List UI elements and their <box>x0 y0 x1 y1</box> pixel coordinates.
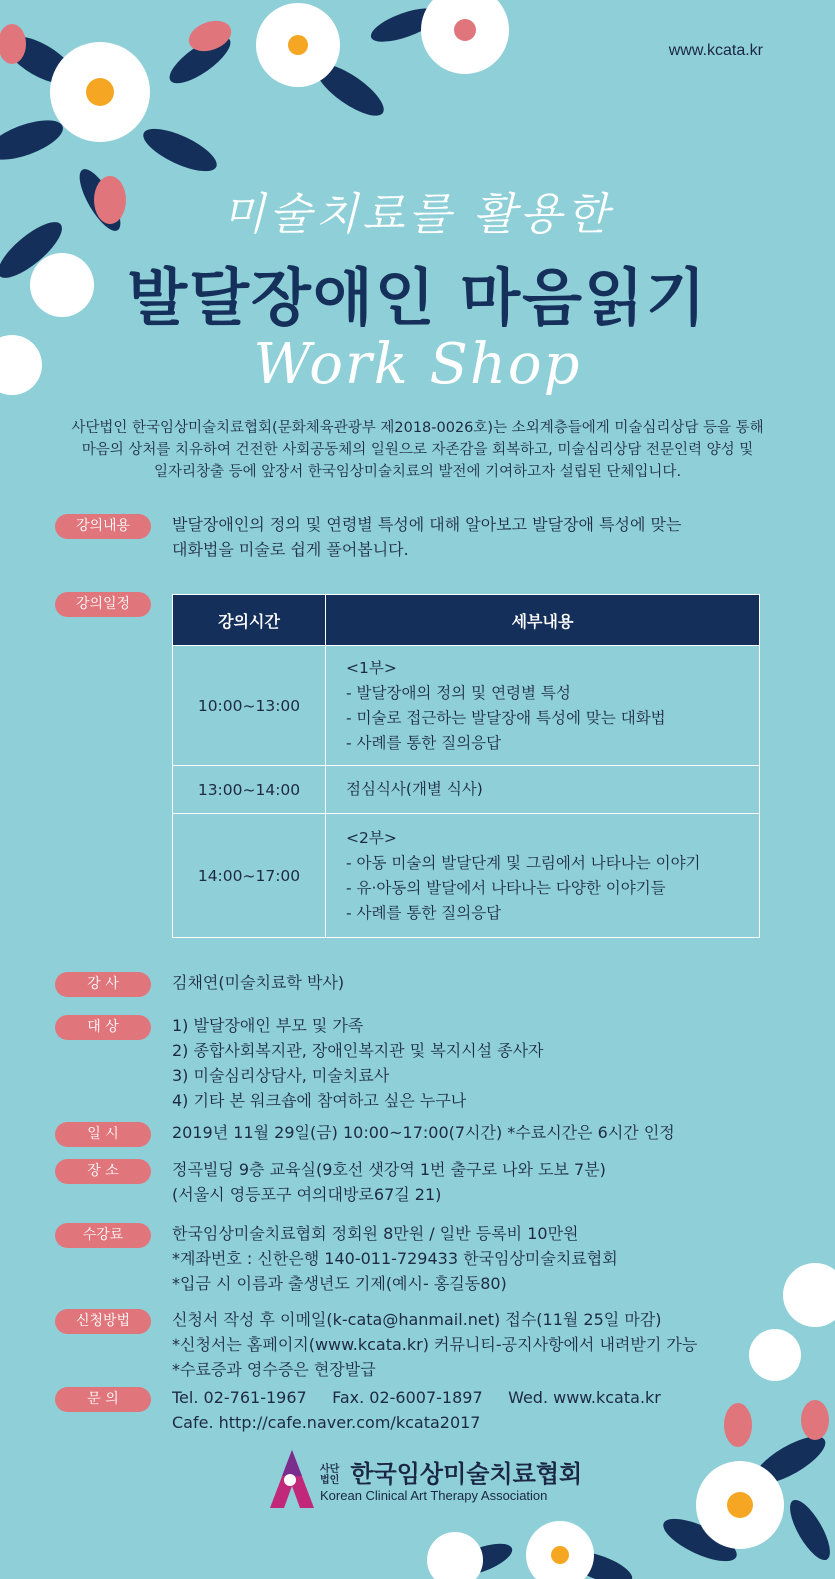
section-label: 신청방법 <box>55 1309 151 1334</box>
section-line: 한국임상미술치료협회 정회원 8만원 / 일반 등록비 10만원 <box>172 1224 579 1243</box>
section-line: 정곡빌딩 9층 교육실(9호선 샛강역 1번 출구로 나와 도보 7분) <box>172 1160 606 1179</box>
detail-line: - 아동 미술의 발달단계 및 그림에서 나타나는 이야기 <box>346 853 701 872</box>
detail-line: 점심식사(개별 식사) <box>346 780 483 798</box>
section-line: 김채연(미술치료학 박사) <box>172 973 345 992</box>
detail-line: - 미술로 접근하는 발달장애 특성에 맞는 대화법 <box>346 708 666 727</box>
section-line: (서울시 영등포구 여의대방로67길 21) <box>172 1185 442 1204</box>
section-body <box>172 1385 782 1435</box>
logo-name-text: 한국임상미술치료협회 <box>350 1460 583 1488</box>
detail-line: <2부> <box>346 828 397 847</box>
section-line: 4) 기타 본 워크숍에 참여하고 싶은 누구나 <box>172 1091 467 1110</box>
detail-line: - 유·아동의 발달에서 나타나는 다양한 이야기들 <box>346 878 666 897</box>
section-line: *수료증과 영수증은 현장발급 <box>172 1360 376 1379</box>
intro-line: 사단법인 한국임상미술치료협회(문화체육관광부 제2018-0026호)는 소외계층들에게 미술심리상담 등을 통해 <box>71 420 764 436</box>
section-line: *계좌번호 : 신한은행 140-011-729433 한국임상미술치료협회 <box>172 1249 618 1268</box>
table-row <box>173 766 760 814</box>
section-body <box>172 970 782 995</box>
section-label: 강의내용 <box>55 514 151 539</box>
section-body <box>172 1013 782 1113</box>
section-body <box>172 1157 782 1207</box>
section-line: 발달장애인의 정의 및 연령별 특성에 대해 알아보고 발달장애 특성에 맞는 <box>172 515 682 534</box>
logo-mark-icon <box>268 1448 316 1512</box>
section-body <box>172 1120 782 1145</box>
detail-cell <box>326 766 760 814</box>
section-label: 장 소 <box>55 1159 151 1184</box>
section-line[interactable]: Tel. 02-761-1967 Fax. 02-6007-1897 Wed. www.kcata.kr <box>172 1388 661 1407</box>
table-row <box>173 646 760 766</box>
title-line-1: 미술치료를 활용한 <box>222 189 613 240</box>
section-line[interactable]: Cafe. http://cafe.naver.com/kcata2017 <box>172 1413 481 1432</box>
section-line: 1) 발달장애인 부모 및 가족 <box>172 1016 364 1035</box>
table-header-row <box>173 595 760 646</box>
column-header: 강의시간 <box>173 595 326 646</box>
detail-line: - 사례를 통한 질의응답 <box>346 903 502 922</box>
title-line-2: 발달장애인 마음읽기 <box>127 261 708 334</box>
section-line: *입금 시 이름과 출생년도 기제(예시- 홍길동80) <box>172 1274 507 1293</box>
detail-line: - 발달장애의 정의 및 연령별 특성 <box>346 683 571 702</box>
section-line: 대화법을 미술로 쉽게 풀어봅니다. <box>172 540 409 559</box>
section-body <box>172 512 782 562</box>
intro-paragraph <box>55 417 780 483</box>
section-line: 신청서 작성 후 이메일(k-cata@hanmail.net) 접수(11월 25일 마감) <box>172 1310 662 1329</box>
section-label: 강의일정 <box>55 592 151 617</box>
section-line: 3) 미술심리상담사, 미술치료사 <box>172 1066 390 1085</box>
association-logo <box>268 1448 588 1518</box>
intro-line: 마음의 상처를 치유하여 건전한 사회공동체의 일원으로 자존감을 회복하고, 미술심리상담 전문인력 양성 및 <box>81 442 754 458</box>
section-label: 대 상 <box>55 1015 151 1040</box>
website-url[interactable]: www.kcata.kr <box>668 42 763 59</box>
section-body <box>172 1307 782 1382</box>
time-cell: 13:00~14:00 <box>173 766 326 814</box>
title-line-3: Work Shop <box>253 332 582 397</box>
column-header: 세부내용 <box>326 595 760 646</box>
schedule-table <box>172 594 760 938</box>
logo-prefix: 사단법인 <box>320 1464 340 1486</box>
section-line: 2) 종합사회복지관, 장애인복지관 및 복지시설 종사자 <box>172 1041 544 1060</box>
time-cell: 14:00~17:00 <box>173 814 326 938</box>
section-label: 강 사 <box>55 972 151 997</box>
detail-cell <box>326 646 760 766</box>
detail-line: <1부> <box>346 658 397 677</box>
section-label: 문 의 <box>55 1387 151 1412</box>
intro-line: 일자리창출 등에 앞장서 한국임상미술치료의 발전에 기여하고자 설립된 단체입니다. <box>153 464 682 480</box>
table-row <box>173 814 760 938</box>
time-cell: 10:00~13:00 <box>173 646 326 766</box>
logo-english: Korean Clinical Art Therapy Association <box>320 1488 548 1503</box>
section-body <box>172 1221 782 1296</box>
section-label: 수강료 <box>55 1223 151 1248</box>
section-label: 일 시 <box>55 1122 151 1147</box>
detail-line: - 사례를 통한 질의응답 <box>346 733 502 752</box>
detail-cell <box>326 814 760 938</box>
logo-name <box>320 1454 582 1489</box>
section-line: *신청서는 홈페이지(www.kcata.kr) 커뮤니티-공지사항에서 내려받기 가능 <box>172 1335 698 1354</box>
section-line: 2019년 11월 29일(금) 10:00~17:00(7시간) *수료시간은 6시간 인정 <box>172 1123 675 1142</box>
